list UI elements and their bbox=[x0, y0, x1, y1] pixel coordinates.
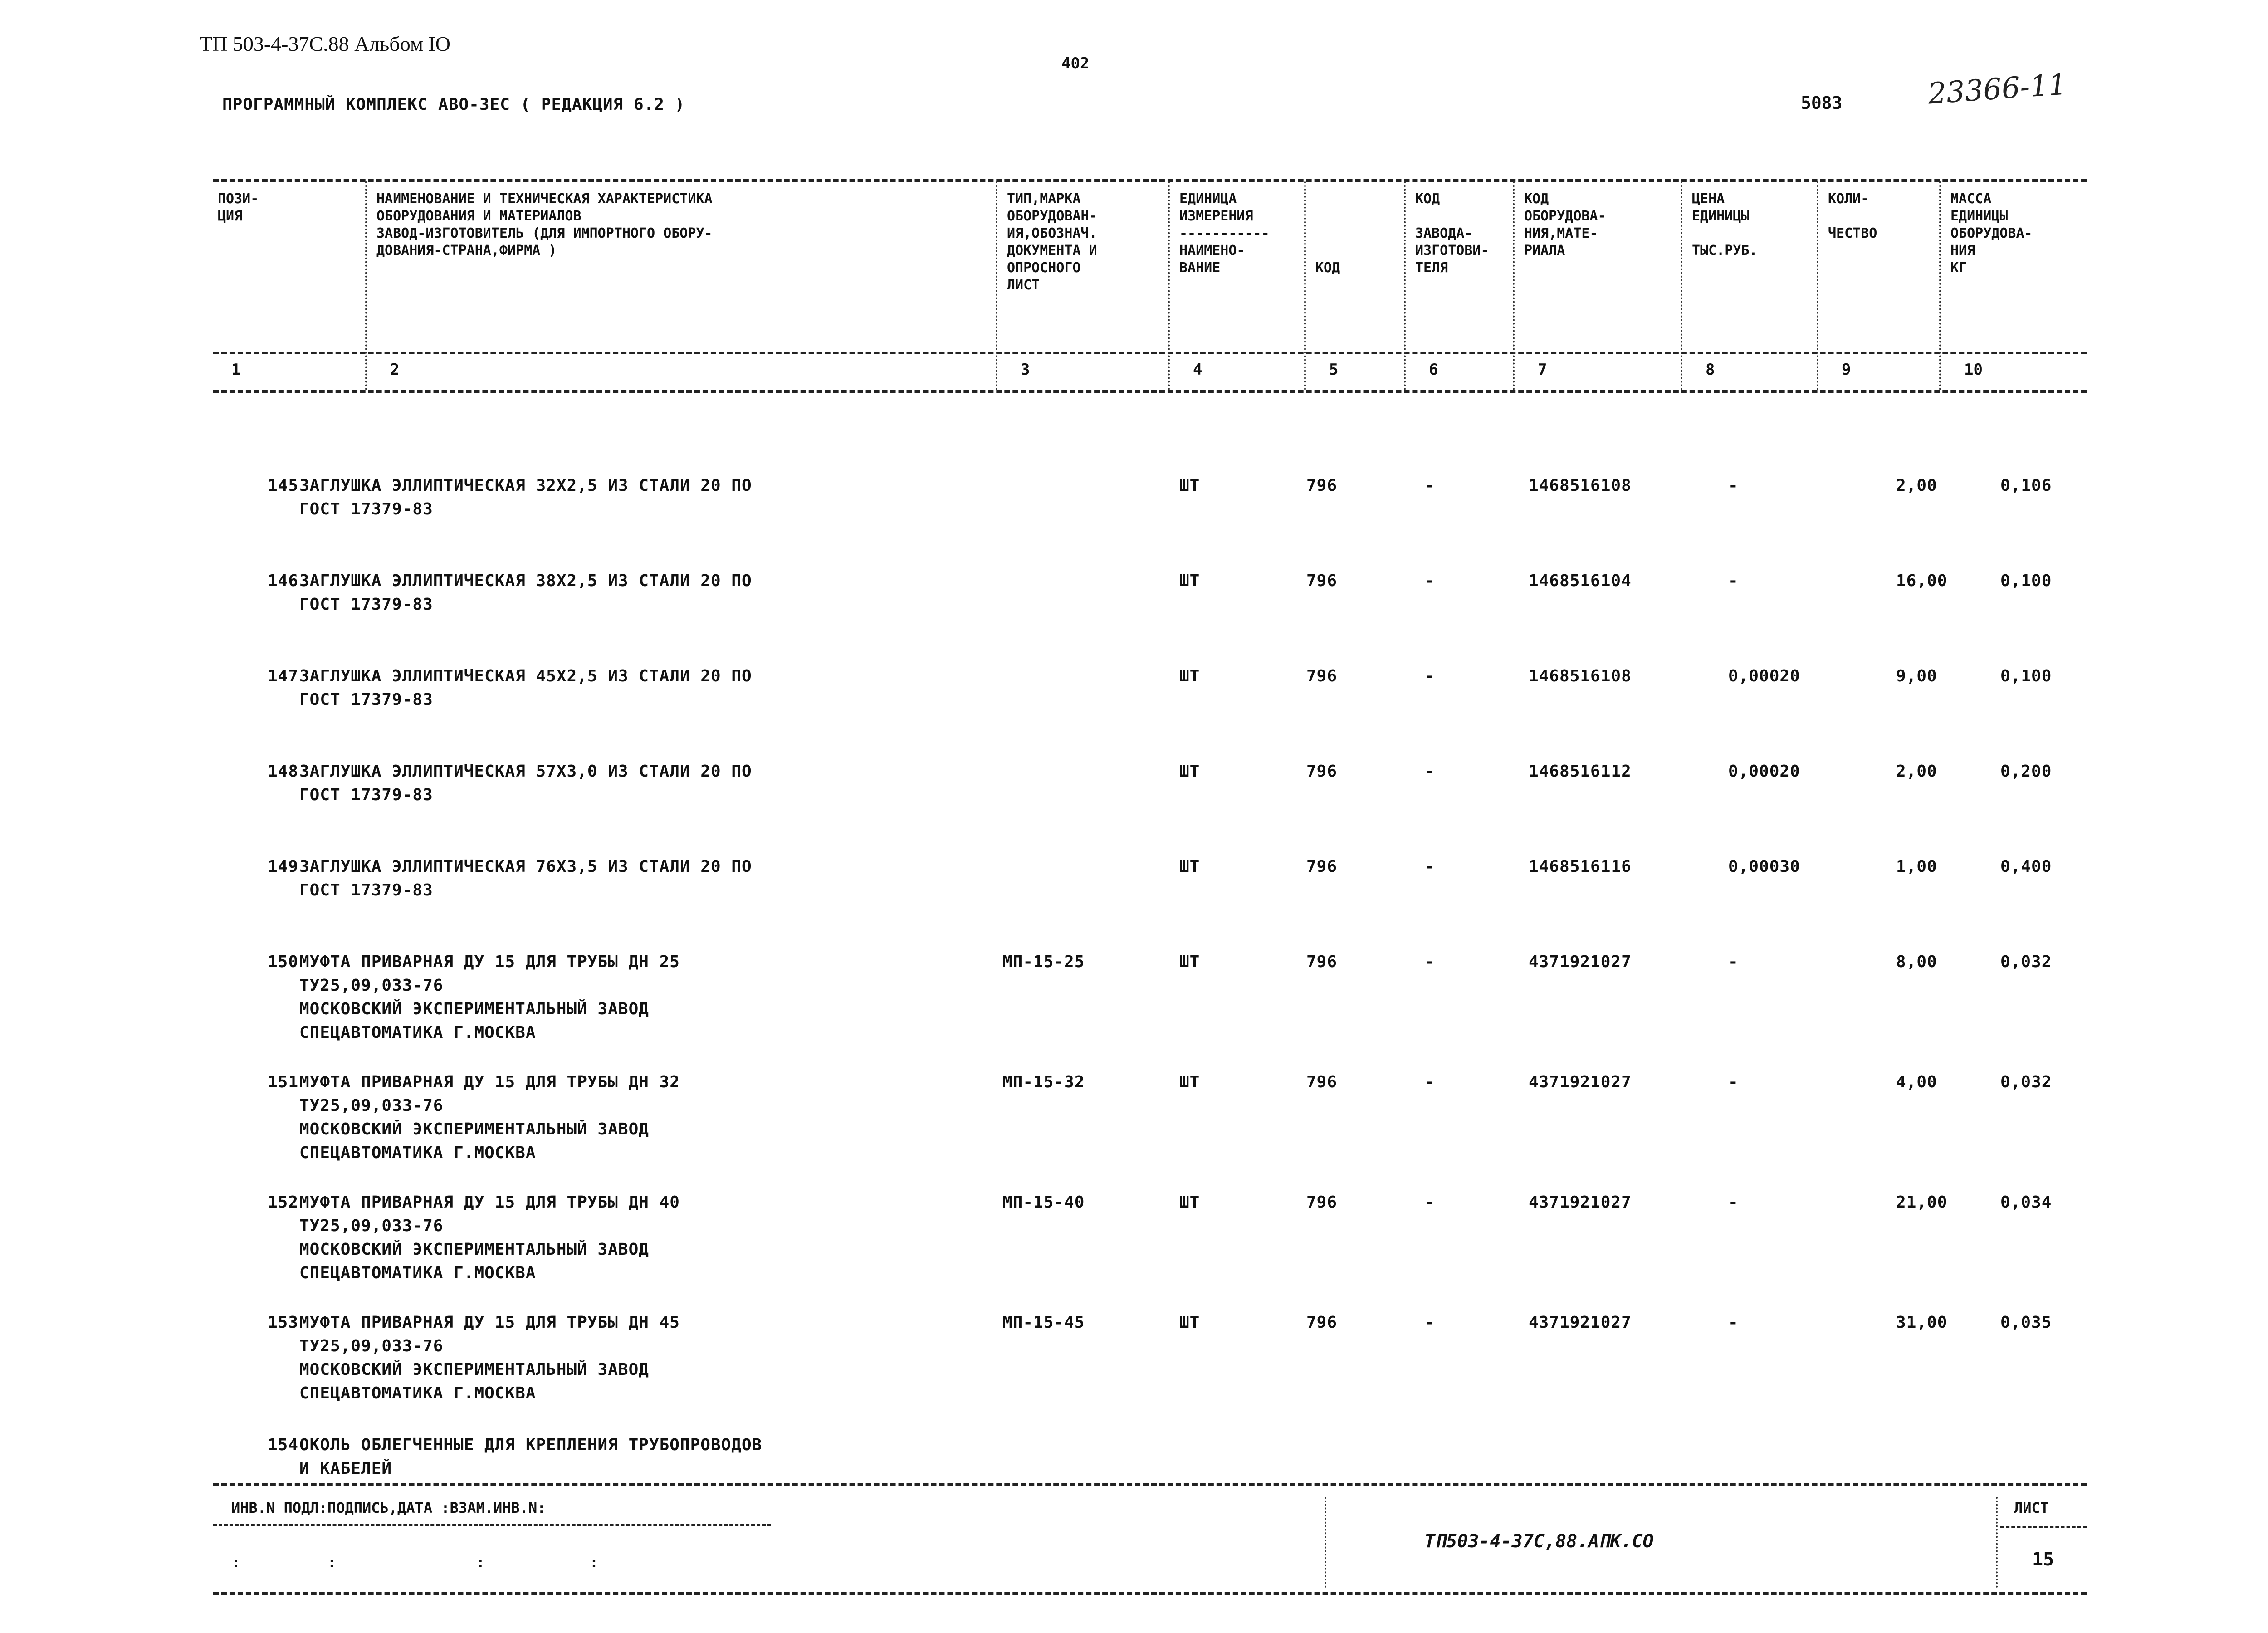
row-price: - bbox=[1728, 1193, 1739, 1212]
column-separator bbox=[1304, 181, 1306, 390]
column-separator bbox=[1513, 181, 1515, 390]
row-quantity: 21,00 bbox=[1896, 1193, 1948, 1212]
footer-stamp-labels: ИНВ.N ПОДЛ:ПОДПИСЬ,ДАТА :ВЗАМ.ИНВ.N: bbox=[231, 1499, 546, 1516]
row-position: 147 bbox=[268, 667, 299, 685]
row-price: - bbox=[1728, 953, 1739, 971]
row-equip-code: 4371921027 bbox=[1529, 1073, 1632, 1091]
row-unit-code: 796 bbox=[1306, 1313, 1338, 1332]
col-type-header: ТИП,МАРКА ОБОРУДОВАН- ИЯ,ОБОЗНАЧ. ДОКУМЕНТА И ОПРОСНОГО ЛИСТ bbox=[1007, 191, 1097, 293]
row-unit: ШТ bbox=[1179, 667, 1200, 685]
column-separator bbox=[1168, 181, 1170, 390]
row-price: 0,00020 bbox=[1728, 667, 1800, 685]
col-position-header: ПОЗИ- ЦИЯ bbox=[218, 191, 259, 224]
header-bottom-rule bbox=[213, 352, 2087, 354]
row-mass: 0,200 bbox=[2000, 762, 2052, 781]
row-position: 150 bbox=[268, 953, 299, 971]
col-price-header: ЦЕНА ЕДИНИЦЫ ТЫС.РУБ. bbox=[1692, 191, 1758, 259]
row-quantity: 2,00 bbox=[1896, 762, 1937, 781]
row-name: ЗАГЛУШКА ЭЛЛИПТИЧЕСКАЯ 38Х2,5 ИЗ СТАЛИ 20 ПО ГОСТ 17379-83 bbox=[299, 572, 752, 614]
footer-stamp-divider bbox=[213, 1524, 771, 1526]
row-type: МП-15-32 bbox=[1002, 1073, 1085, 1091]
row-mass: 0,100 bbox=[2000, 667, 2052, 685]
row-mass: 0,106 bbox=[2000, 476, 2052, 495]
col-unit-code-header: КОД bbox=[1315, 260, 1340, 276]
row-equip-code: 4371921027 bbox=[1529, 1313, 1632, 1332]
row-unit-code: 796 bbox=[1306, 953, 1338, 971]
col-plant-code-header: КОД ЗАВОДА- ИЗГОТОВИ- ТЕЛЯ bbox=[1415, 191, 1489, 276]
col-equip-code-number: 7 bbox=[1538, 361, 1547, 379]
col-mass-header: МАССА ЕДИНИЦЫ ОБОРУДОВА- НИЯ КГ bbox=[1950, 191, 2033, 276]
row-price: 0,00030 bbox=[1728, 857, 1800, 876]
col-price-number: 8 bbox=[1706, 361, 1715, 379]
col-type-number: 3 bbox=[1021, 361, 1030, 379]
footer-stamp-cells: : : : : bbox=[231, 1554, 599, 1571]
footer-top-rule bbox=[213, 1483, 2087, 1486]
page-number: 402 bbox=[1061, 54, 1090, 73]
row-type: МП-15-25 bbox=[1002, 953, 1085, 971]
col-unit-number: 4 bbox=[1193, 361, 1202, 379]
handwritten-code: 23366-11 bbox=[1926, 68, 2068, 111]
album-title: ТП 503-4-37С.88 Альбом IO bbox=[200, 32, 450, 55]
column-separator bbox=[1404, 181, 1406, 390]
row-name: ЗАГЛУШКА ЭЛЛИПТИЧЕСКАЯ 32Х2,5 ИЗ СТАЛИ 20 ПО ГОСТ 17379-83 bbox=[299, 476, 752, 518]
row-price: - bbox=[1728, 1313, 1739, 1332]
row-price: - bbox=[1728, 572, 1739, 590]
col-unit-header: ЕДИНИЦА ИЗМЕРЕНИЯ ----------- НАИМЕНО- ВАНИЕ bbox=[1179, 191, 1270, 276]
row-mass: 0,032 bbox=[2000, 1073, 2052, 1091]
row-unit: ШТ bbox=[1179, 572, 1200, 590]
footer-bottom-rule bbox=[213, 1592, 2087, 1595]
row-name: ЗАГЛУШКА ЭЛЛИПТИЧЕСКАЯ 45Х2,5 ИЗ СТАЛИ 20 ПО ГОСТ 17379-83 bbox=[299, 667, 752, 709]
row-name: ОКОЛЬ ОБЛЕГЧЕННЫЕ ДЛЯ КРЕПЛЕНИЯ ТРУБОПРОВОДОВ И КАБЕЛЕЙ bbox=[299, 1436, 763, 1478]
row-name: ЗАГЛУШКА ЭЛЛИПТИЧЕСКАЯ 57Х3,0 ИЗ СТАЛИ 20 ПО ГОСТ 17379-83 bbox=[299, 762, 752, 804]
footer-doc-code: ТП503-4-37С,88.АПК.СО bbox=[1424, 1531, 1654, 1552]
col-equip-code-header: КОД ОБОРУДОВА- НИЯ,МАТЕ- РИАЛА bbox=[1524, 191, 1606, 259]
row-position: 149 bbox=[268, 857, 299, 876]
row-equip-code: 1468516108 bbox=[1529, 667, 1632, 685]
col-quantity-number: 9 bbox=[1842, 361, 1851, 379]
footer-right-sep bbox=[1996, 1497, 1998, 1588]
col-plant-code-number: 6 bbox=[1429, 361, 1438, 379]
table-top-rule bbox=[213, 179, 2087, 182]
row-price: - bbox=[1728, 1073, 1739, 1091]
row-unit: ШТ bbox=[1179, 1193, 1200, 1212]
row-mass: 0,100 bbox=[2000, 572, 2052, 590]
col-mass-number: 10 bbox=[1964, 361, 1983, 379]
row-name: МУФТА ПРИВАРНАЯ ДУ 15 ДЛЯ ТРУБЫ ДН 45 ТУ25,09,033-76 МОСКОВСКИЙ ЭКСПЕРИМЕНТАЛЬНЫЙ ЗАВОД СПЕЦАВТОМАТИКА Г.МОСКВА bbox=[299, 1313, 680, 1403]
row-unit: ШТ bbox=[1179, 1313, 1200, 1332]
row-mass: 0,032 bbox=[2000, 953, 2052, 971]
row-quantity: 9,00 bbox=[1896, 667, 1937, 685]
column-separator bbox=[1939, 181, 1941, 390]
row-unit-code: 796 bbox=[1306, 476, 1338, 495]
row-equip-code: 1468516104 bbox=[1529, 572, 1632, 590]
row-position: 148 bbox=[268, 762, 299, 781]
row-unit: ШТ bbox=[1179, 953, 1200, 971]
program-line: ПРОГРАММНЫЙ КОМПЛЕКС АВО-3ЕС ( РЕДАКЦИЯ 6.2 ) bbox=[222, 95, 685, 114]
row-unit-code: 796 bbox=[1306, 667, 1338, 685]
row-price: 0,00020 bbox=[1728, 762, 1800, 781]
row-plant-code: - bbox=[1424, 476, 1435, 495]
column-separator bbox=[365, 181, 367, 390]
col-name-number: 2 bbox=[390, 361, 400, 379]
row-equip-code: 1468516112 bbox=[1529, 762, 1632, 781]
column-number-rule bbox=[213, 390, 2087, 393]
row-quantity: 31,00 bbox=[1896, 1313, 1948, 1332]
row-type: МП-15-45 bbox=[1002, 1313, 1085, 1332]
row-plant-code: - bbox=[1424, 953, 1435, 971]
col-quantity-header: КОЛИ- ЧЕСТВО bbox=[1828, 191, 1877, 241]
row-quantity: 2,00 bbox=[1896, 476, 1937, 495]
footer-sheet-label: ЛИСТ bbox=[2014, 1499, 2049, 1516]
row-position: 152 bbox=[268, 1193, 299, 1212]
row-mass: 0,400 bbox=[2000, 857, 2052, 876]
row-position: 145 bbox=[268, 476, 299, 495]
col-unit-code-number: 5 bbox=[1329, 361, 1339, 379]
row-mass: 0,035 bbox=[2000, 1313, 2052, 1332]
row-name: МУФТА ПРИВАРНАЯ ДУ 15 ДЛЯ ТРУБЫ ДН 25 ТУ25,09,033-76 МОСКОВСКИЙ ЭКСПЕРИМЕНТАЛЬНЫЙ ЗАВОД СПЕЦАВТОМАТИКА Г.МОСКВА bbox=[299, 953, 680, 1042]
row-unit: ШТ bbox=[1179, 762, 1200, 781]
footer-sheet-number: 15 bbox=[2032, 1549, 2054, 1570]
row-plant-code: - bbox=[1424, 762, 1435, 781]
footer-left-sep bbox=[1325, 1497, 1326, 1588]
row-unit-code: 796 bbox=[1306, 857, 1338, 876]
column-separator bbox=[1817, 181, 1818, 390]
row-name: МУФТА ПРИВАРНАЯ ДУ 15 ДЛЯ ТРУБЫ ДН 40 ТУ25,09,033-76 МОСКОВСКИЙ ЭКСПЕРИМЕНТАЛЬНЫЙ ЗАВОД СПЕЦАВТОМАТИКА Г.МОСКВА bbox=[299, 1193, 680, 1282]
row-equip-code: 1468516116 bbox=[1529, 857, 1632, 876]
row-equip-code: 4371921027 bbox=[1529, 1193, 1632, 1212]
document-code: 5083 bbox=[1801, 93, 1843, 113]
footer-sheet-divider bbox=[2000, 1526, 2087, 1528]
row-plant-code: - bbox=[1424, 667, 1435, 685]
col-name-header: НАИМЕНОВАНИЕ И ТЕХНИЧЕСКАЯ ХАРАКТЕРИСТИКА ОБОРУДОВАНИЯ И МАТЕРИАЛОВ ЗАВОД-ИЗГОТОВИТЕЛЬ (ДЛЯ ИМПОРТНОГО ОБОРУ- ДОВАНИЯ-СТРАНА,ФИРМА ) bbox=[376, 191, 713, 259]
row-equip-code: 1468516108 bbox=[1529, 476, 1632, 495]
row-unit: ШТ bbox=[1179, 476, 1200, 495]
row-unit-code: 796 bbox=[1306, 572, 1338, 590]
row-quantity: 4,00 bbox=[1896, 1073, 1937, 1091]
row-plant-code: - bbox=[1424, 572, 1435, 590]
row-unit-code: 796 bbox=[1306, 1193, 1338, 1212]
row-price: - bbox=[1728, 476, 1739, 495]
column-separator bbox=[1681, 181, 1682, 390]
row-position: 154 bbox=[268, 1436, 299, 1454]
row-unit: ШТ bbox=[1179, 857, 1200, 876]
row-plant-code: - bbox=[1424, 1073, 1435, 1091]
col-position-number: 1 bbox=[231, 361, 241, 379]
row-mass: 0,034 bbox=[2000, 1193, 2052, 1212]
row-type: МП-15-40 bbox=[1002, 1193, 1085, 1212]
row-unit: ШТ bbox=[1179, 1073, 1200, 1091]
row-equip-code: 4371921027 bbox=[1529, 953, 1632, 971]
row-unit-code: 796 bbox=[1306, 762, 1338, 781]
row-position: 146 bbox=[268, 572, 299, 590]
column-separator bbox=[996, 181, 997, 390]
row-plant-code: - bbox=[1424, 1313, 1435, 1332]
row-position: 151 bbox=[268, 1073, 299, 1091]
row-name: МУФТА ПРИВАРНАЯ ДУ 15 ДЛЯ ТРУБЫ ДН 32 ТУ25,09,033-76 МОСКОВСКИЙ ЭКСПЕРИМЕНТАЛЬНЫЙ ЗАВОД СПЕЦАВТОМАТИКА Г.МОСКВА bbox=[299, 1073, 680, 1162]
row-plant-code: - bbox=[1424, 1193, 1435, 1212]
row-unit-code: 796 bbox=[1306, 1073, 1338, 1091]
row-plant-code: - bbox=[1424, 857, 1435, 876]
row-name: ЗАГЛУШКА ЭЛЛИПТИЧЕСКАЯ 76Х3,5 ИЗ СТАЛИ 20 ПО ГОСТ 17379-83 bbox=[299, 857, 752, 900]
row-position: 153 bbox=[268, 1313, 299, 1332]
row-quantity: 1,00 bbox=[1896, 857, 1937, 876]
row-quantity: 16,00 bbox=[1896, 572, 1948, 590]
row-quantity: 8,00 bbox=[1896, 953, 1937, 971]
